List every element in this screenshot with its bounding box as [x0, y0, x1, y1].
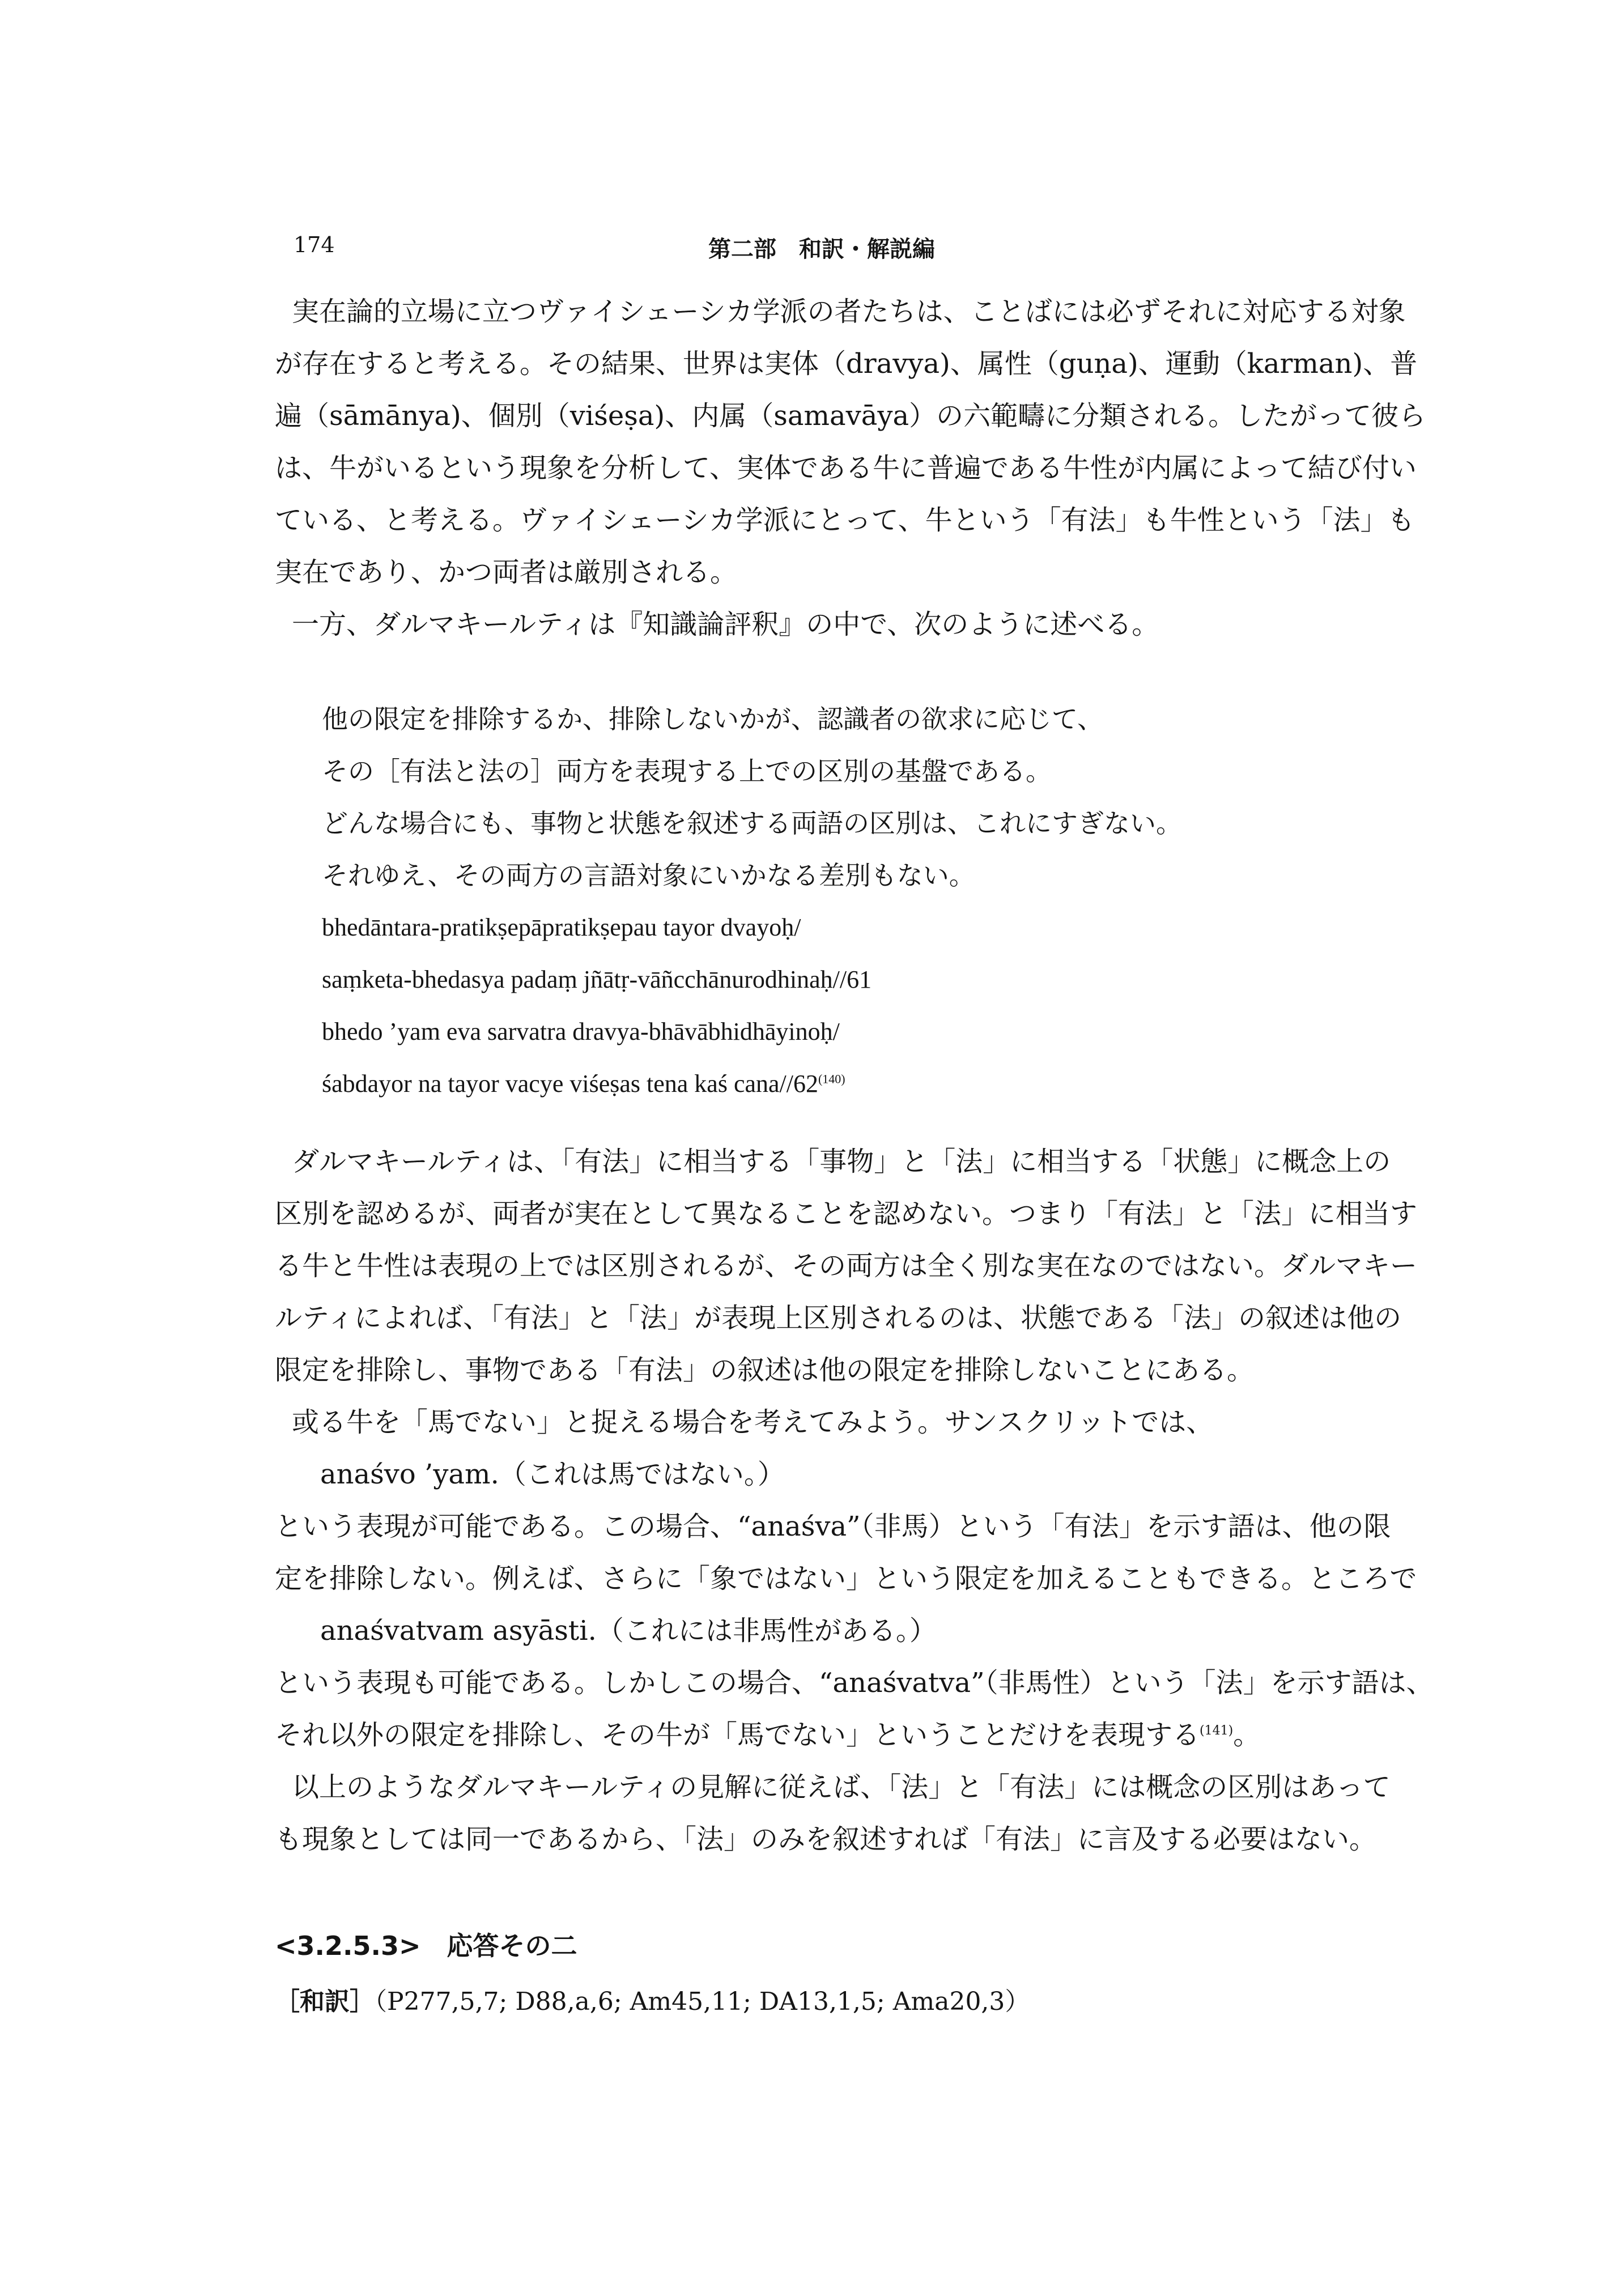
- verse-line: どんな場合にも、事物と状態を叙述する両語の区別は、これにすぎない。: [322, 808, 1182, 839]
- text-span: それ以外の限定を排除し、その牛が「馬でない」ということだけを表現する: [275, 1719, 1200, 1751]
- text-line: が存在すると考える。その結果、世界は実体（dravya)、属性（guṇa)、運動（karman)、普: [275, 348, 1418, 380]
- reference-label: ［和訳］: [275, 1987, 375, 2016]
- sanskrit-line: bhedo ’yam eva sarvatra dravya-bhāvābhidhāyinoḥ/: [322, 1018, 840, 1045]
- text-line: 実在論的立場に立つヴァイシェーシカ学派の者たちは、ことばには必ずそれに対応する対象: [292, 296, 1406, 328]
- footnote-marker: (140): [818, 1072, 845, 1086]
- sanskrit-line: saṃketa-bhedasya padaṃ jñātṛ-vāñcchānurodhinaḥ//61: [322, 966, 872, 993]
- text-line: 定を排除しない。例えば、さらに「象ではない」という限定を加えることもできる。ところで: [275, 1563, 1417, 1595]
- text-line: 区別を認めるが、両者が実在として異なることを認めない。つまり「有法」と「法」に相当す: [275, 1198, 1418, 1230]
- sanskrit-line: [322, 1068, 845, 1100]
- text-line: 以上のようなダルマキールティの見解に従えば、「法」と「有法」には概念の区別はあって: [292, 1771, 1391, 1803]
- section-heading: <3.2.5.3> 応答その二: [275, 1931, 577, 1961]
- text-line: という表現も可能である。しかしこの場合、“anaśvatva”（非馬性）という「法」を示す語は、: [275, 1667, 1434, 1699]
- text-line: 実在であり、かつ両者は厳別される。: [275, 556, 738, 588]
- sanskrit-text: śabdayor na tayor vacye viśeṣas tena kaś cana//62: [322, 1070, 818, 1098]
- example-line: anaśvo ’yam.（これは馬ではない。）: [320, 1459, 785, 1490]
- verse-line: それゆえ、その両方の言語対象にいかなる差別もない。: [322, 860, 975, 891]
- text-line: 或る牛を「馬でない」と捉える場合を考えてみよう。サンスクリットでは、: [292, 1406, 1214, 1438]
- verse-line: 他の限定を排除するか、排除しないかが、認識者の欲求に応じて、: [322, 704, 1104, 734]
- text-line: 遍（sāmānya)、個別（viśeṣa)、内属（samavāya）の六範疇に分類される。したがって彼ら: [275, 400, 1426, 432]
- verse-line: その［有法と法の］両方を表現する上での区別の基盤である。: [322, 756, 1052, 786]
- example-line: anaśvatvam asyāsti.（これには非馬性がある。）: [320, 1615, 937, 1647]
- text-span: 。: [1233, 1719, 1261, 1751]
- text-line: ルティによれば、「有法」と「法」が表現上区別されるのは、状態である「法」の叙述は他の: [275, 1302, 1402, 1334]
- text-line: ている、と考える。ヴァイシェーシカ学派にとって、牛という「有法」も牛性という「法」も: [275, 504, 1415, 536]
- text-line: は、牛がいるという現象を分析して、実体である牛に普遍である牛性が内属によって結び付い: [275, 452, 1417, 484]
- sanskrit-line: bhedāntara-pratikṣepāpratikṣepau tayor dvayoḥ/: [322, 913, 801, 941]
- footnote-marker: (141): [1200, 1724, 1234, 1738]
- text-line: 一方、ダルマキールティは『知識論評釈』の中で、次のように述べる。: [292, 609, 1159, 640]
- text-line: ダルマキールティは、「有法」に相当する「事物」と「法」に相当する「状態」に概念上の: [292, 1146, 1391, 1177]
- running-title: 第二部 和訳・解説編: [708, 236, 935, 262]
- text-line: [275, 1718, 1260, 1752]
- page-number: 174: [294, 232, 335, 257]
- text-line: も現象としては同一であるから、「法」のみを叙述すれば「有法」に言及する必要はない。: [275, 1823, 1377, 1855]
- text-line: という表現が可能である。この場合、“anaśva”（非馬）という「有法」を示す語は、他の限: [275, 1511, 1391, 1542]
- reference-text: （P277,5,7; D88,a,6; Am45,11; DA13,1,5; Ama20,3）: [375, 1987, 1030, 2016]
- text-line: 限定を排除し、事物である「有法」の叙述は他の限定を排除しないことにある。: [275, 1354, 1255, 1386]
- translation-reference: [275, 1981, 1030, 2017]
- text-line: る牛と牛性は表現の上では区別されるが、その両方は全く別な実在なのではない。ダルマキー: [275, 1250, 1418, 1282]
